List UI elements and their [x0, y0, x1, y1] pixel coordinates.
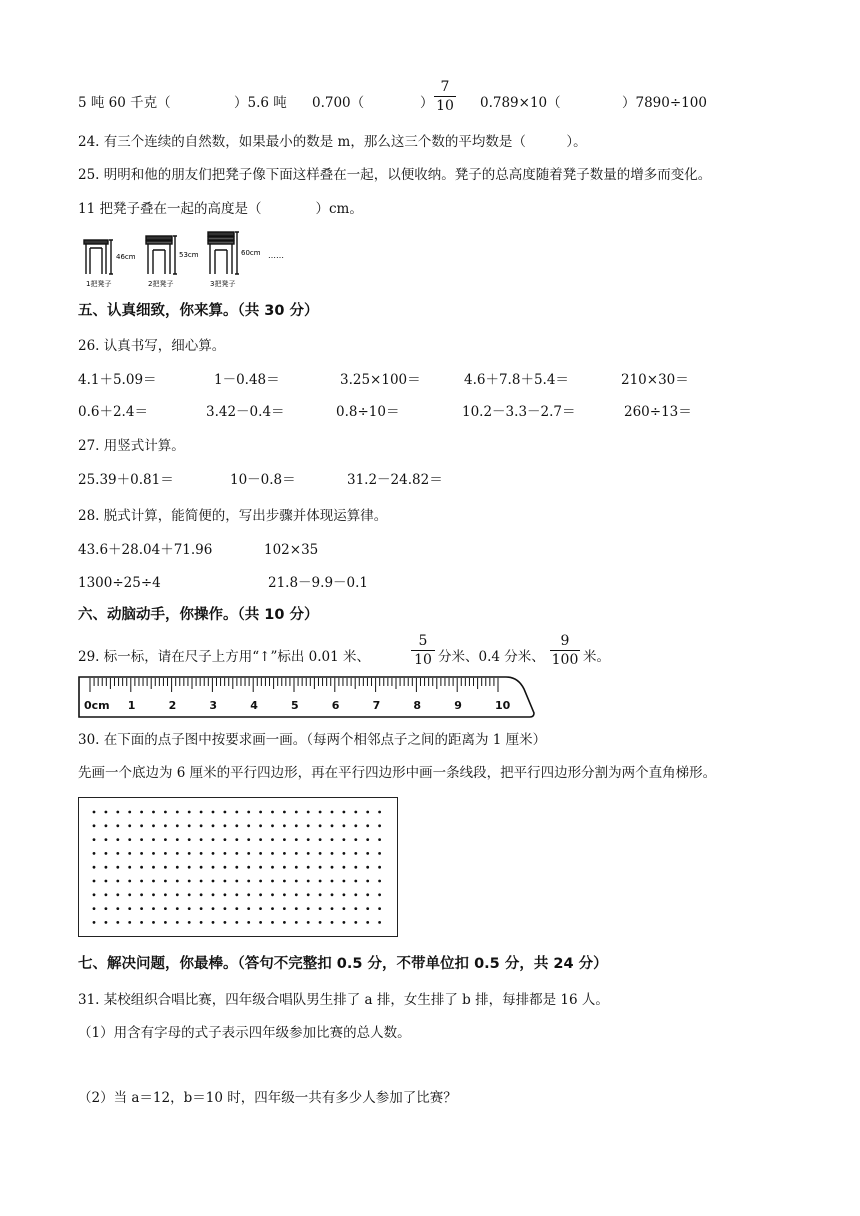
- grid-dot: [164, 811, 167, 814]
- compare-c-right: ）7890÷100: [622, 95, 707, 111]
- grid-dot: [212, 921, 215, 924]
- question-31-part-1: （1）用含有字母的式子表示四年级参加比赛的总人数。: [78, 1025, 411, 1041]
- grid-dot: [354, 866, 357, 869]
- grid-dot: [343, 852, 346, 855]
- grid-dot: [212, 824, 215, 827]
- calc-2-3: 0.8÷10＝: [336, 404, 400, 420]
- grid-dot: [247, 921, 250, 924]
- grid-dot: [331, 838, 334, 841]
- grid-dot: [319, 880, 322, 883]
- grid-dot: [93, 880, 96, 883]
- grid-dot: [200, 907, 203, 910]
- grid-dot: [128, 838, 131, 841]
- grid-dot: [200, 921, 203, 924]
- section-6-heading: 六、动脑动手，你操作。（共 10 分）: [78, 607, 319, 623]
- grid-dot: [366, 852, 369, 855]
- calc-1-1: 4.1＋5.09＝: [78, 372, 157, 388]
- grid-dot: [343, 893, 346, 896]
- stepwise-calc-3: 1300÷25÷4: [78, 575, 161, 591]
- stepwise-calc-1: 43.6＋28.04＋71.96: [78, 542, 213, 558]
- grid-dot: [200, 811, 203, 814]
- grid-dot: [343, 880, 346, 883]
- grid-dot: [295, 880, 298, 883]
- grid-dot: [176, 893, 179, 896]
- grid-dot: [378, 811, 381, 814]
- vertical-calc-2: 10－0.8＝: [230, 472, 296, 488]
- grid-dot: [105, 921, 108, 924]
- stool-height-3: 60cm: [241, 249, 261, 257]
- ruler-label: 7: [372, 699, 381, 712]
- grid-dot: [188, 907, 191, 910]
- grid-dot: [116, 838, 119, 841]
- question-30: 30. 在下面的点子图中按要求画一画。（每两个相邻点子之间的距离为 1 厘米）: [78, 732, 547, 748]
- fraction-5-10: 5 10: [411, 632, 435, 669]
- grid-dot: [259, 811, 262, 814]
- question-25: 25. 明明和他的朋友们把凳子像下面这样叠在一起，以便收纳。凳子的总高度随着凳子数量的增多而变化。: [78, 167, 712, 183]
- grid-dot: [354, 838, 357, 841]
- grid-dot: [295, 824, 298, 827]
- stool-label-2: 2把凳子: [148, 280, 174, 288]
- grid-dot: [366, 866, 369, 869]
- grid-dot: [105, 811, 108, 814]
- grid-dot: [105, 880, 108, 883]
- grid-dot: [176, 852, 179, 855]
- grid-dot: [140, 880, 143, 883]
- grid-dot: [116, 852, 119, 855]
- stool-height-2: 53cm: [179, 251, 199, 259]
- calc-1-3: 3.25×100＝: [340, 372, 421, 388]
- grid-dot: [188, 921, 191, 924]
- grid-dot: [378, 880, 381, 883]
- grid-dot: [283, 866, 286, 869]
- calc-1-2: 1－0.48＝: [214, 372, 280, 388]
- grid-dot: [343, 866, 346, 869]
- grid-dot: [354, 811, 357, 814]
- grid-dot: [319, 866, 322, 869]
- grid-dot: [378, 838, 381, 841]
- grid-dot: [235, 907, 238, 910]
- question-24: 24. 有三个连续的自然数，如果最小的数是 m，那么这三个数的平均数是（ ）。: [78, 134, 587, 150]
- grid-dot: [259, 880, 262, 883]
- grid-dot: [116, 921, 119, 924]
- grid-dot: [224, 880, 227, 883]
- grid-dot: [128, 880, 131, 883]
- grid-dot: [152, 921, 155, 924]
- grid-dot: [354, 921, 357, 924]
- grid-dot: [283, 852, 286, 855]
- grid-dot: [271, 852, 274, 855]
- grid-dot: [307, 893, 310, 896]
- grid-dot: [128, 811, 131, 814]
- grid-dot: [259, 907, 262, 910]
- grid-dot: [307, 811, 310, 814]
- grid-dot: [140, 811, 143, 814]
- grid-dot: [188, 838, 191, 841]
- grid-dot: [128, 907, 131, 910]
- grid-dot: [188, 852, 191, 855]
- calc-1-5: 210×30＝: [621, 372, 689, 388]
- grid-dot: [152, 824, 155, 827]
- ruler-label: 10: [495, 699, 511, 712]
- ruler-label: 8: [413, 699, 422, 712]
- grid-dot: [212, 907, 215, 910]
- ruler-label: 6: [331, 699, 340, 712]
- grid-dot: [105, 838, 108, 841]
- grid-dot: [224, 852, 227, 855]
- grid-dot: [271, 907, 274, 910]
- grid-dot: [140, 824, 143, 827]
- grid-dot: [105, 907, 108, 910]
- grid-dot: [152, 852, 155, 855]
- grid-dot: [235, 811, 238, 814]
- grid-dot: [378, 824, 381, 827]
- grid-dot: [188, 811, 191, 814]
- section-5-heading: 五、认真细致，你来算。（共 30 分）: [78, 303, 319, 319]
- grid-dot: [378, 852, 381, 855]
- grid-dot: [259, 838, 262, 841]
- grid-dot: [307, 921, 310, 924]
- grid-dot: [224, 824, 227, 827]
- grid-dot: [152, 866, 155, 869]
- grid-dot: [235, 866, 238, 869]
- grid-dot: [212, 893, 215, 896]
- grid-dot: [247, 893, 250, 896]
- grid-dot: [366, 921, 369, 924]
- stool-height-1: 46cm: [116, 253, 136, 261]
- grid-dot: [164, 921, 167, 924]
- grid-dot: [105, 866, 108, 869]
- grid-dot: [283, 893, 286, 896]
- grid-dot: [188, 866, 191, 869]
- calc-2-4: 10.2－3.3－2.7＝: [462, 404, 576, 420]
- grid-dot: [93, 921, 96, 924]
- ruler-label: 9: [454, 699, 462, 712]
- grid-dot: [343, 811, 346, 814]
- grid-dot: [271, 880, 274, 883]
- grid-dot: [128, 866, 131, 869]
- grid-dot: [116, 907, 119, 910]
- grid-dot: [224, 866, 227, 869]
- question-31: 31. 某校组织合唱比赛，四年级合唱队男生排了 a 排，女生排了 b 排，每排都是 16 人。: [78, 992, 609, 1008]
- grid-dot: [271, 893, 274, 896]
- grid-dot: [283, 880, 286, 883]
- grid-dot: [331, 880, 334, 883]
- grid-dot: [331, 907, 334, 910]
- grid-dot: [176, 866, 179, 869]
- grid-dot: [93, 811, 96, 814]
- grid-dot: [188, 824, 191, 827]
- grid-dot: [235, 921, 238, 924]
- grid-dot: [319, 907, 322, 910]
- grid-dot: [343, 921, 346, 924]
- grid-dot: [283, 838, 286, 841]
- grid-dot: [366, 893, 369, 896]
- grid-dot: [152, 838, 155, 841]
- grid-dot: [105, 824, 108, 827]
- grid-dot: [128, 893, 131, 896]
- grid-dot: [319, 852, 322, 855]
- grid-dot: [343, 838, 346, 841]
- grid-dot: [235, 893, 238, 896]
- grid-dot: [247, 824, 250, 827]
- stool-label-3: 3把凳子: [210, 280, 236, 288]
- grid-dot: [378, 921, 381, 924]
- grid-dot: [93, 907, 96, 910]
- grid-dot: [343, 824, 346, 827]
- question-29-part-c: 米。: [583, 649, 610, 665]
- grid-dot: [93, 893, 96, 896]
- grid-dot: [140, 838, 143, 841]
- grid-dot: [343, 907, 346, 910]
- calc-2-2: 3.42－0.4＝: [206, 404, 285, 420]
- grid-dot: [116, 866, 119, 869]
- grid-dot: [200, 880, 203, 883]
- grid-dot: [295, 921, 298, 924]
- grid-dot: [247, 838, 250, 841]
- grid-dot: [378, 893, 381, 896]
- grid-dot: [307, 866, 310, 869]
- grid-dot: [307, 838, 310, 841]
- compare-b-right: ）: [420, 95, 434, 111]
- grid-dot: [93, 824, 96, 827]
- grid-dot: [164, 907, 167, 910]
- grid-dot: [152, 893, 155, 896]
- ruler-label: 0cm: [84, 699, 110, 712]
- question-28: 28. 脱式计算，能简便的，写出步骤并体现运算律。: [78, 508, 388, 524]
- calc-1-4: 4.6＋7.8＋5.4＝: [464, 372, 569, 388]
- question-29-part-b: 分米、0.4 分米、: [438, 649, 545, 665]
- ruler-label: 1: [127, 699, 136, 712]
- compare-a-right: ）5.6 吨: [234, 95, 287, 111]
- grid-dot: [164, 824, 167, 827]
- grid-dot: [176, 907, 179, 910]
- ruler-label: 3: [209, 699, 218, 712]
- grid-dot: [247, 880, 250, 883]
- grid-dot: [164, 838, 167, 841]
- grid-dot: [247, 811, 250, 814]
- grid-dot: [295, 852, 298, 855]
- grid-dot: [140, 921, 143, 924]
- grid-dot: [271, 838, 274, 841]
- grid-dot: [116, 824, 119, 827]
- grid-dot: [200, 838, 203, 841]
- grid-dot: [200, 852, 203, 855]
- grid-dot: [331, 852, 334, 855]
- grid-dot: [259, 893, 262, 896]
- vertical-calc-3: 31.2－24.82＝: [347, 472, 443, 488]
- grid-dot: [295, 907, 298, 910]
- ruler-figure: [78, 675, 538, 721]
- stacked-stools-figure: [78, 230, 298, 290]
- grid-dot: [366, 838, 369, 841]
- grid-dot: [331, 921, 334, 924]
- grid-dot: [224, 893, 227, 896]
- compare-b-left: 0.700（: [312, 95, 365, 111]
- grid-dot: [235, 852, 238, 855]
- grid-dot: [164, 852, 167, 855]
- grid-dot: [307, 880, 310, 883]
- grid-dot: [116, 893, 119, 896]
- grid-dot: [295, 866, 298, 869]
- stepwise-calc-2: 102×35: [264, 542, 319, 558]
- grid-dot: [295, 838, 298, 841]
- grid-dot: [200, 824, 203, 827]
- grid-dot: [200, 893, 203, 896]
- grid-dot: [128, 921, 131, 924]
- grid-dot: [271, 921, 274, 924]
- grid-dot: [319, 824, 322, 827]
- grid-dot: [247, 852, 250, 855]
- grid-dot: [176, 921, 179, 924]
- grid-dot: [140, 866, 143, 869]
- grid-dot: [366, 811, 369, 814]
- grid-dot: [224, 921, 227, 924]
- grid-dot: [176, 824, 179, 827]
- grid-dot: [152, 811, 155, 814]
- dot-grid-box[interactable]: [78, 797, 398, 937]
- grid-dot: [152, 907, 155, 910]
- grid-dot: [176, 811, 179, 814]
- grid-dot: [354, 880, 357, 883]
- question-30-instruction: 先画一个底边为 6 厘米的平行四边形，再在平行四边形中画一条线段，把平行四边形分割为两个直角梯形。: [78, 765, 717, 781]
- stool-ellipsis: ……: [268, 251, 284, 260]
- grid-dot: [164, 893, 167, 896]
- grid-dot: [176, 838, 179, 841]
- grid-dot: [319, 893, 322, 896]
- grid-dot: [319, 811, 322, 814]
- question-25-blank: 11 把凳子叠在一起的高度是（ ）cm。: [78, 201, 363, 217]
- grid-dot: [235, 838, 238, 841]
- grid-dot: [259, 866, 262, 869]
- grid-dot: [354, 893, 357, 896]
- grid-dot: [307, 907, 310, 910]
- grid-dot: [366, 824, 369, 827]
- grid-dot: [259, 824, 262, 827]
- grid-dot: [164, 880, 167, 883]
- grid-dot: [319, 838, 322, 841]
- ruler-label: 4: [250, 699, 258, 712]
- grid-dot: [105, 893, 108, 896]
- ruler-label: 5: [291, 699, 299, 712]
- section-7-heading: 七、解决问题，你最棒。（答句不完整扣 0.5 分，不带单位扣 0.5 分，共 24 分）: [78, 956, 608, 972]
- grid-dot: [283, 921, 286, 924]
- grid-dot: [212, 811, 215, 814]
- grid-dot: [271, 866, 274, 869]
- vertical-calc-1: 25.39＋0.81＝: [78, 472, 174, 488]
- grid-dot: [283, 907, 286, 910]
- grid-dot: [93, 852, 96, 855]
- grid-dot: [140, 907, 143, 910]
- grid-dot: [93, 838, 96, 841]
- grid-dot: [271, 811, 274, 814]
- grid-dot: [295, 893, 298, 896]
- grid-dot: [224, 838, 227, 841]
- grid-dot: [259, 921, 262, 924]
- grid-dot: [378, 866, 381, 869]
- grid-dot: [247, 907, 250, 910]
- grid-dot: [224, 811, 227, 814]
- question-26: 26. 认真书写，细心算。: [78, 338, 226, 354]
- grid-dot: [235, 880, 238, 883]
- grid-dot: [116, 880, 119, 883]
- grid-dot: [140, 893, 143, 896]
- grid-dot: [235, 824, 238, 827]
- calc-2-1: 0.6＋2.4＝: [78, 404, 148, 420]
- question-31-part-2: （2）当 a＝12，b＝10 时，四年级一共有多少人参加了比赛？: [78, 1090, 457, 1106]
- fraction-9-100: 9 100: [551, 633, 579, 668]
- grid-dot: [247, 866, 250, 869]
- grid-dot: [200, 866, 203, 869]
- grid-dot: [212, 880, 215, 883]
- grid-dot: [283, 811, 286, 814]
- grid-dot: [212, 852, 215, 855]
- grid-dot: [259, 852, 262, 855]
- grid-dot: [212, 866, 215, 869]
- grid-dot: [331, 811, 334, 814]
- grid-dot: [212, 838, 215, 841]
- grid-dot: [128, 824, 131, 827]
- grid-dot: [331, 893, 334, 896]
- grid-dot: [307, 824, 310, 827]
- grid-dot: [93, 866, 96, 869]
- stepwise-calc-4: 21.8－9.9－0.1: [268, 575, 368, 591]
- grid-dot: [176, 880, 179, 883]
- calc-2-5: 260÷13＝: [624, 404, 692, 420]
- grid-dot: [271, 824, 274, 827]
- grid-dot: [116, 811, 119, 814]
- grid-dot: [140, 852, 143, 855]
- ruler-label: 2: [168, 699, 177, 712]
- grid-dot: [164, 866, 167, 869]
- grid-dot: [319, 921, 322, 924]
- grid-dot: [224, 907, 227, 910]
- grid-dot: [354, 852, 357, 855]
- grid-dot: [331, 866, 334, 869]
- grid-dot: [188, 893, 191, 896]
- stool-label-1: 1把凳子: [86, 280, 112, 288]
- grid-dot: [295, 811, 298, 814]
- grid-dot: [378, 907, 381, 910]
- grid-dot: [307, 852, 310, 855]
- question-27: 27. 用竖式计算。: [78, 438, 185, 454]
- compare-a-left: 5 吨 60 千克（: [78, 95, 171, 111]
- grid-dot: [366, 880, 369, 883]
- grid-dot: [366, 907, 369, 910]
- question-29-part-a: 29. 标一标，请在尺子上方用“↑”标出 0.01 米、: [78, 649, 371, 665]
- grid-dot: [188, 880, 191, 883]
- grid-dot: [105, 852, 108, 855]
- grid-dot: [354, 824, 357, 827]
- grid-dot: [283, 824, 286, 827]
- dot-grid: [79, 798, 396, 935]
- grid-dot: [331, 824, 334, 827]
- compare-c-left: 0.789×10（: [480, 95, 561, 111]
- grid-dot: [354, 907, 357, 910]
- fraction-7-10: 7 10: [434, 78, 456, 115]
- grid-dot: [152, 880, 155, 883]
- grid-dot: [128, 852, 131, 855]
